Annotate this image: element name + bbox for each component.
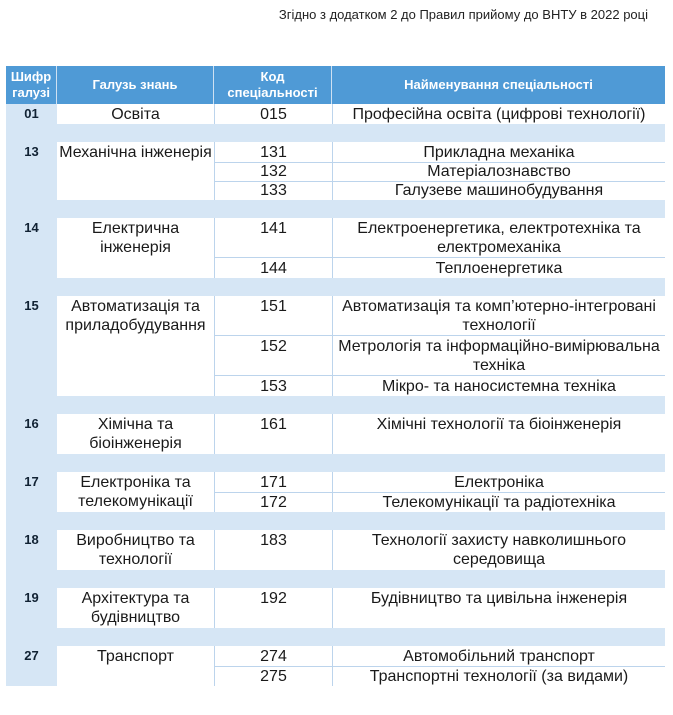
- specialty-row: [6, 161, 665, 180]
- specialty-name: Хімічні технології та біоінженерія: [332, 414, 665, 454]
- specialty-name: Телекомунікації та радіотехніка: [332, 492, 665, 512]
- specialty-name: Прикладна механіка: [332, 142, 665, 163]
- specialty-name: Мікро- та наносистемна техніка: [332, 376, 665, 396]
- field-group: [6, 104, 665, 124]
- specialty-code: 153: [214, 376, 332, 396]
- field-group: [6, 588, 665, 628]
- specialty-code: 274: [214, 646, 332, 667]
- specialty-code: 172: [214, 492, 332, 512]
- field-group: [6, 472, 665, 512]
- table-body: [6, 104, 665, 686]
- group-separator: [6, 200, 665, 218]
- group-separator: [6, 454, 665, 472]
- field-code: 19: [24, 590, 39, 605]
- field-code: 27: [24, 648, 39, 663]
- group-separator: [6, 570, 665, 588]
- field-name: Транспорт: [97, 648, 174, 665]
- field-group: [6, 646, 665, 686]
- field-code: 17: [24, 474, 39, 489]
- specialty-name: Галузеве машинобудування: [332, 180, 665, 200]
- specialty-code: 161: [214, 414, 332, 454]
- field-name: Хімічна та біоінженерія: [89, 416, 182, 452]
- specialty-code: 015: [214, 104, 332, 124]
- header-field: Галузь знань: [57, 66, 214, 104]
- header-spec-code: Код спеціальності: [214, 66, 332, 104]
- field-name: Автоматизація та приладобудування: [65, 298, 206, 334]
- field-group: [6, 218, 665, 278]
- specialty-code: 171: [214, 472, 332, 493]
- specialty-code: 133: [214, 180, 332, 200]
- specialties-table: [6, 66, 665, 686]
- specialty-row: [6, 376, 665, 396]
- specialty-name: Електроенергетика, електротехніка та електромеханіка: [332, 218, 665, 258]
- specialty-name: Транспортні технології (за видами): [332, 666, 665, 686]
- group-separator: [6, 628, 665, 646]
- admission-rules-note: Згідно з додатком 2 до Правил прийому до ВНТУ в 2022 році: [278, 7, 648, 22]
- specialty-name: Професійна освіта (цифрові технології): [332, 104, 665, 124]
- field-name: Електрична інженерія: [91, 220, 180, 256]
- specialty-row: [6, 666, 665, 686]
- group-separator: [6, 396, 665, 414]
- specialty-code: 183: [214, 530, 332, 570]
- group-separator: [6, 278, 665, 296]
- specialty-name: Матеріалознавство: [332, 161, 665, 182]
- specialty-row: [6, 180, 665, 200]
- field-code: 14: [24, 220, 39, 235]
- specialty-code: 144: [214, 258, 332, 278]
- field-code: 16: [24, 416, 39, 431]
- specialty-code: 132: [214, 161, 332, 182]
- field-group: [6, 414, 665, 454]
- specialty-name: Автомобільний транспорт: [332, 646, 665, 667]
- specialty-code: 152: [214, 336, 332, 376]
- specialty-row: [6, 258, 665, 278]
- field-code: 01: [24, 106, 39, 121]
- field-name: Освіта: [111, 106, 160, 123]
- specialty-code: 275: [214, 666, 332, 686]
- field-name: Електроніка та телекомунікації: [78, 474, 193, 510]
- field-code: 15: [24, 298, 39, 313]
- field-group: [6, 142, 665, 200]
- field-code: 18: [24, 532, 39, 547]
- header-field-code: Шифр галузі: [6, 66, 57, 104]
- group-separator: [6, 124, 665, 142]
- specialty-code: 151: [214, 296, 332, 336]
- specialty-code: 192: [214, 588, 332, 628]
- specialty-name: Електроніка: [332, 472, 665, 493]
- field-group: [6, 530, 665, 570]
- specialty-code: 131: [214, 142, 332, 163]
- specialty-name: Теплоенергетика: [332, 258, 665, 278]
- header-spec-name: Найменування спеціальності: [404, 77, 593, 92]
- specialty-name: Технології захисту навколишнього середовища: [332, 530, 665, 570]
- field-code: 13: [24, 144, 39, 159]
- specialty-row: [6, 336, 665, 376]
- specialty-name: Будівництво та цивільна інженерія: [332, 588, 665, 628]
- field-name: Архітектура та будівництво: [81, 590, 190, 626]
- specialty-name: Автоматизація та комп’ютерно-інтегровані технології: [332, 296, 665, 336]
- specialty-code: 141: [214, 218, 332, 258]
- field-name: Виробництво та технології: [76, 532, 195, 568]
- table-header: [6, 66, 665, 104]
- field-name: Механічна інженерія: [59, 144, 212, 161]
- specialty-name: Метрологія та інформаційно-вимірювальна техніка: [332, 336, 665, 376]
- field-group: [6, 296, 665, 396]
- group-separator: [6, 512, 665, 530]
